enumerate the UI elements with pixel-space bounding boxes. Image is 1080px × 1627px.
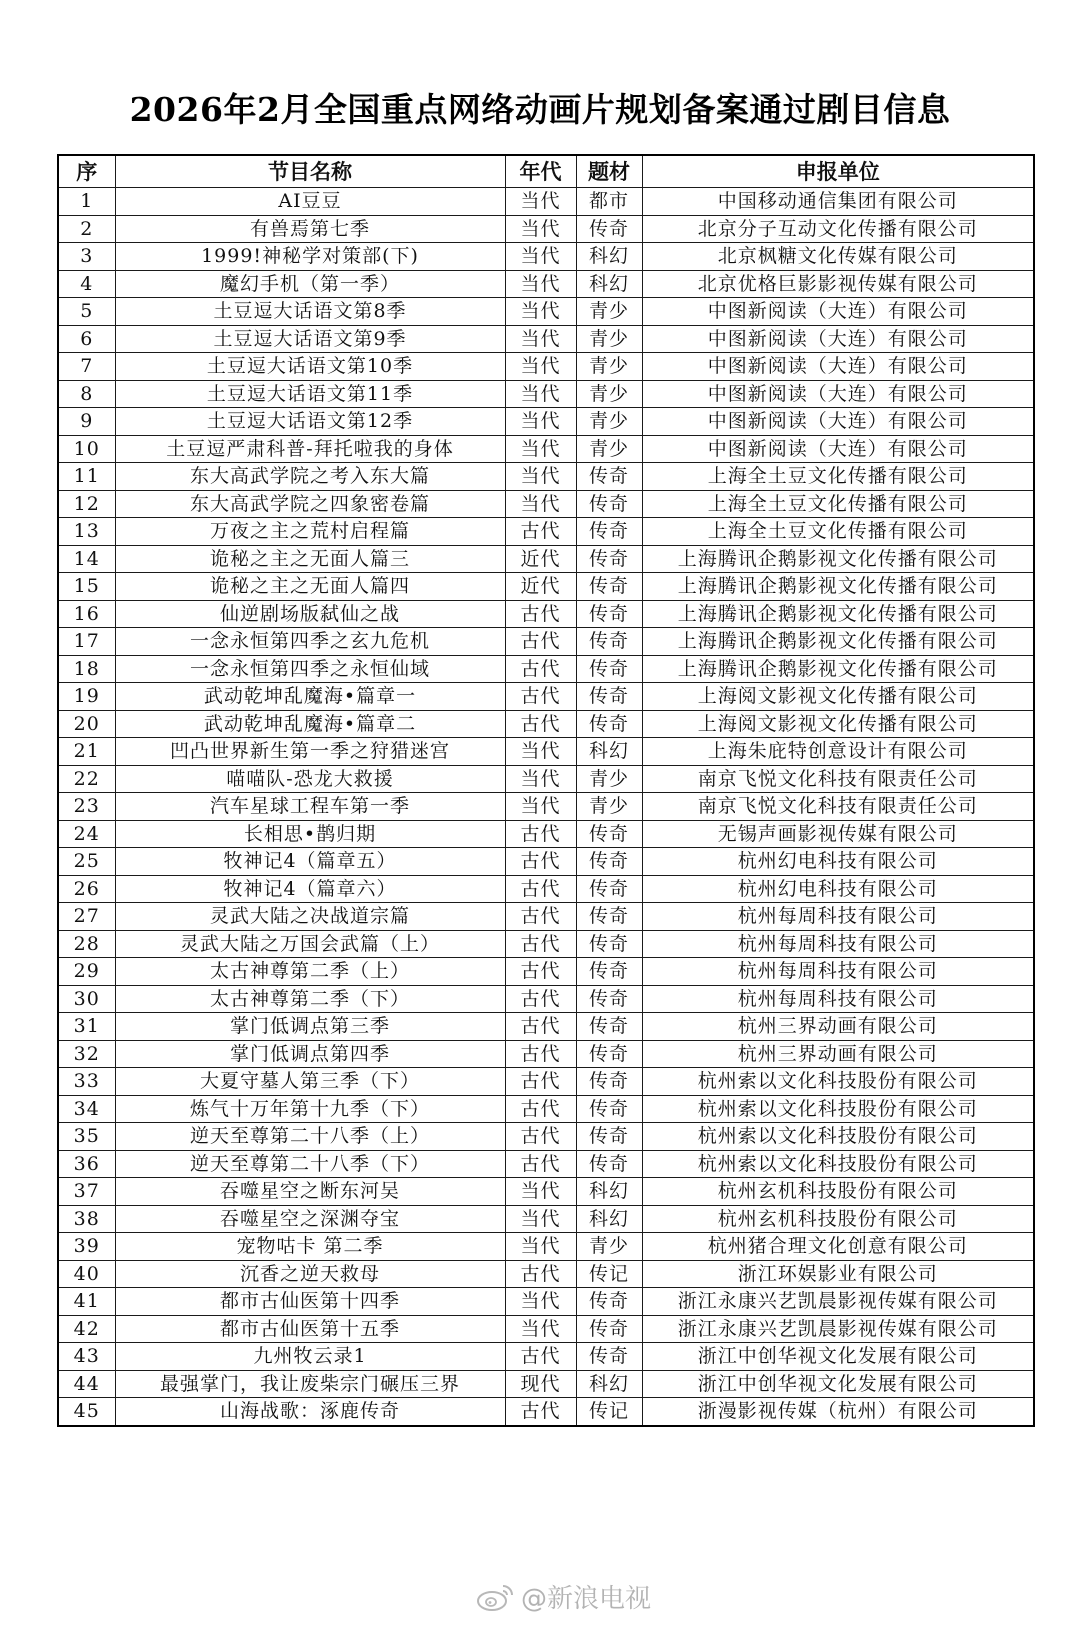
genre-cell: 传奇 bbox=[576, 600, 642, 628]
declaring-unit-cell: 浙江永康兴艺凯晨影视传媒有限公司 bbox=[642, 1288, 1034, 1316]
declaring-unit-cell: 上海全土豆文化传播有限公司 bbox=[642, 463, 1034, 491]
program-name-cell: 山海战歌：涿鹿传奇 bbox=[115, 1398, 505, 1426]
program-name-cell: 一念永恒第四季之玄九危机 bbox=[115, 628, 505, 656]
row-number-cell: 44 bbox=[58, 1370, 115, 1398]
genre-cell: 传记 bbox=[576, 1398, 642, 1426]
genre-cell: 传奇 bbox=[576, 930, 642, 958]
program-name-cell: 牧神记4（篇章五） bbox=[115, 848, 505, 876]
genre-cell: 传奇 bbox=[576, 1150, 642, 1178]
era-cell: 当代 bbox=[505, 463, 576, 491]
declaring-unit-cell: 浙江永康兴艺凯晨影视传媒有限公司 bbox=[642, 1315, 1034, 1343]
row-number-cell: 31 bbox=[58, 1013, 115, 1041]
row-number-cell: 24 bbox=[58, 820, 115, 848]
program-name-cell: 太古神尊第二季（下） bbox=[115, 985, 505, 1013]
row-number-cell: 2 bbox=[58, 215, 115, 243]
table-row bbox=[58, 1068, 1034, 1096]
declaring-unit-cell: 南京飞悦文化科技有限责任公司 bbox=[642, 765, 1034, 793]
row-number-cell: 26 bbox=[58, 875, 115, 903]
declaring-unit-cell: 中图新阅读（大连）有限公司 bbox=[642, 435, 1034, 463]
genre-cell: 传奇 bbox=[576, 545, 642, 573]
genre-cell: 传奇 bbox=[576, 1013, 642, 1041]
row-number-cell: 39 bbox=[58, 1233, 115, 1261]
genre-cell: 传奇 bbox=[576, 573, 642, 601]
declaring-unit-cell: 浙江中创华视文化发展有限公司 bbox=[642, 1343, 1034, 1371]
genre-cell: 青少 bbox=[576, 793, 642, 821]
program-name-cell: 汽车星球工程车第一季 bbox=[115, 793, 505, 821]
table-row bbox=[58, 188, 1034, 216]
declaring-unit-cell: 上海全土豆文化传播有限公司 bbox=[642, 490, 1034, 518]
row-number-cell: 41 bbox=[58, 1288, 115, 1316]
program-name-cell: AI豆豆 bbox=[115, 188, 505, 216]
row-number-cell: 33 bbox=[58, 1068, 115, 1096]
era-cell: 当代 bbox=[505, 1233, 576, 1261]
row-number-cell: 14 bbox=[58, 545, 115, 573]
era-cell: 当代 bbox=[505, 1205, 576, 1233]
era-cell: 当代 bbox=[505, 1315, 576, 1343]
table-row bbox=[58, 793, 1034, 821]
genre-cell: 传奇 bbox=[576, 903, 642, 931]
era-cell: 古代 bbox=[505, 1343, 576, 1371]
table-row bbox=[58, 1343, 1034, 1371]
table-row bbox=[58, 628, 1034, 656]
declaring-unit-cell: 杭州三界动画有限公司 bbox=[642, 1040, 1034, 1068]
era-cell: 现代 bbox=[505, 1370, 576, 1398]
era-cell: 当代 bbox=[505, 490, 576, 518]
table-row bbox=[58, 930, 1034, 958]
genre-cell: 传记 bbox=[576, 1260, 642, 1288]
row-number-cell: 6 bbox=[58, 325, 115, 353]
genre-cell: 传奇 bbox=[576, 463, 642, 491]
program-name-cell: 仙逆剧场版弑仙之战 bbox=[115, 600, 505, 628]
table-row bbox=[58, 683, 1034, 711]
genre-cell: 传奇 bbox=[576, 848, 642, 876]
row-number-cell: 18 bbox=[58, 655, 115, 683]
genre-cell: 传奇 bbox=[576, 820, 642, 848]
table-row bbox=[58, 765, 1034, 793]
era-cell: 近代 bbox=[505, 573, 576, 601]
genre-cell: 科幻 bbox=[576, 1205, 642, 1233]
table-row bbox=[58, 738, 1034, 766]
era-cell: 当代 bbox=[505, 1288, 576, 1316]
era-cell: 当代 bbox=[505, 380, 576, 408]
genre-cell: 传奇 bbox=[576, 1343, 642, 1371]
declaring-unit-cell: 北京枫糖文化传媒有限公司 bbox=[642, 243, 1034, 271]
row-number-cell: 29 bbox=[58, 958, 115, 986]
declaring-unit-cell: 南京飞悦文化科技有限责任公司 bbox=[642, 793, 1034, 821]
declaring-unit-cell: 上海腾讯企鹅影视文化传播有限公司 bbox=[642, 545, 1034, 573]
table-row bbox=[58, 1398, 1034, 1426]
program-name-cell: 长相思•鹊归期 bbox=[115, 820, 505, 848]
program-name-cell: 1999!神秘学对策部(下) bbox=[115, 243, 505, 271]
program-name-cell: 九州牧云录1 bbox=[115, 1343, 505, 1371]
program-name-cell: 灵武大陆之万国会武篇（上） bbox=[115, 930, 505, 958]
table-row bbox=[58, 1013, 1034, 1041]
era-cell: 当代 bbox=[505, 270, 576, 298]
era-cell: 古代 bbox=[505, 628, 576, 656]
table-row bbox=[58, 958, 1034, 986]
genre-cell: 青少 bbox=[576, 1233, 642, 1261]
genre-cell: 青少 bbox=[576, 325, 642, 353]
program-name-cell: 掌门低调点第三季 bbox=[115, 1013, 505, 1041]
declaring-unit-cell: 中图新阅读（大连）有限公司 bbox=[642, 353, 1034, 381]
program-name-cell: 喵喵队-恐龙大救援 bbox=[115, 765, 505, 793]
era-cell: 古代 bbox=[505, 683, 576, 711]
row-number-cell: 5 bbox=[58, 298, 115, 326]
program-name-cell: 万夜之主之荒村启程篇 bbox=[115, 518, 505, 546]
genre-cell: 传奇 bbox=[576, 875, 642, 903]
era-cell: 古代 bbox=[505, 1398, 576, 1426]
genre-cell: 传奇 bbox=[576, 215, 642, 243]
declaring-unit-cell: 上海朱庇特创意设计有限公司 bbox=[642, 738, 1034, 766]
era-cell: 古代 bbox=[505, 710, 576, 738]
program-name-cell: 武动乾坤乱魔海•篇章二 bbox=[115, 710, 505, 738]
genre-cell: 传奇 bbox=[576, 958, 642, 986]
table-row bbox=[58, 573, 1034, 601]
declaring-unit-cell: 上海阅文影视文化传播有限公司 bbox=[642, 710, 1034, 738]
table-row bbox=[58, 1095, 1034, 1123]
program-name-cell: 太古神尊第二季（上） bbox=[115, 958, 505, 986]
row-number-cell: 32 bbox=[58, 1040, 115, 1068]
genre-cell: 科幻 bbox=[576, 1178, 642, 1206]
program-name-cell: 大夏守墓人第三季（下） bbox=[115, 1068, 505, 1096]
table-row bbox=[58, 408, 1034, 436]
era-cell: 古代 bbox=[505, 903, 576, 931]
era-cell: 古代 bbox=[505, 875, 576, 903]
genre-cell: 传奇 bbox=[576, 518, 642, 546]
program-name-cell: 魔幻手机（第一季） bbox=[115, 270, 505, 298]
table-row bbox=[58, 875, 1034, 903]
declaring-unit-cell: 杭州索以文化科技股份有限公司 bbox=[642, 1123, 1034, 1151]
program-name-cell: 炼气十万年第十九季（下） bbox=[115, 1095, 505, 1123]
declaring-unit-cell: 北京分子互动文化传播有限公司 bbox=[642, 215, 1034, 243]
genre-cell: 传奇 bbox=[576, 655, 642, 683]
table-body bbox=[58, 188, 1034, 1426]
era-cell: 当代 bbox=[505, 325, 576, 353]
declaring-unit-cell: 中图新阅读（大连）有限公司 bbox=[642, 325, 1034, 353]
era-cell: 古代 bbox=[505, 958, 576, 986]
declaring-unit-cell: 杭州每周科技有限公司 bbox=[642, 985, 1034, 1013]
table-row bbox=[58, 298, 1034, 326]
declaring-unit-cell: 无锡声画影视传媒有限公司 bbox=[642, 820, 1034, 848]
row-number-cell: 13 bbox=[58, 518, 115, 546]
table-row bbox=[58, 710, 1034, 738]
declaring-unit-cell: 上海腾讯企鹅影视文化传播有限公司 bbox=[642, 628, 1034, 656]
era-cell: 当代 bbox=[505, 188, 576, 216]
row-number-cell: 1 bbox=[58, 188, 115, 216]
program-name-cell: 吞噬星空之断东河吴 bbox=[115, 1178, 505, 1206]
row-number-cell: 22 bbox=[58, 765, 115, 793]
program-name-cell: 沉香之逆天救母 bbox=[115, 1260, 505, 1288]
table-row bbox=[58, 243, 1034, 271]
era-cell: 古代 bbox=[505, 1260, 576, 1288]
program-name-cell: 东大高武学院之四象密卷篇 bbox=[115, 490, 505, 518]
table-row bbox=[58, 1150, 1034, 1178]
row-number-cell: 25 bbox=[58, 848, 115, 876]
program-name-cell: 都市古仙医第十四季 bbox=[115, 1288, 505, 1316]
era-cell: 当代 bbox=[505, 793, 576, 821]
program-name-cell: 一念永恒第四季之永恒仙域 bbox=[115, 655, 505, 683]
era-cell: 古代 bbox=[505, 1095, 576, 1123]
row-number-cell: 37 bbox=[58, 1178, 115, 1206]
era-cell: 当代 bbox=[505, 243, 576, 271]
table-row bbox=[58, 490, 1034, 518]
declaring-unit-cell: 杭州玄机科技股份有限公司 bbox=[642, 1205, 1034, 1233]
row-number-cell: 34 bbox=[58, 1095, 115, 1123]
row-number-cell: 17 bbox=[58, 628, 115, 656]
table-row bbox=[58, 1178, 1034, 1206]
declaring-unit-cell: 上海腾讯企鹅影视文化传播有限公司 bbox=[642, 600, 1034, 628]
genre-cell: 传奇 bbox=[576, 1288, 642, 1316]
genre-cell: 科幻 bbox=[576, 1370, 642, 1398]
genre-cell: 都市 bbox=[576, 188, 642, 216]
table-row bbox=[58, 270, 1034, 298]
program-name-cell: 凹凸世界新生第一季之狩猎迷宫 bbox=[115, 738, 505, 766]
declaring-unit-cell: 杭州每周科技有限公司 bbox=[642, 958, 1034, 986]
genre-cell: 传奇 bbox=[576, 1040, 642, 1068]
row-number-cell: 4 bbox=[58, 270, 115, 298]
row-number-cell: 19 bbox=[58, 683, 115, 711]
table-row bbox=[58, 848, 1034, 876]
program-name-cell: 土豆逗大话语文第12季 bbox=[115, 408, 505, 436]
genre-cell: 传奇 bbox=[576, 683, 642, 711]
program-name-cell: 土豆逗大话语文第9季 bbox=[115, 325, 505, 353]
weibo-watermark bbox=[475, 1578, 651, 1615]
table-row bbox=[58, 1288, 1034, 1316]
row-number-cell: 11 bbox=[58, 463, 115, 491]
table-row bbox=[58, 820, 1034, 848]
era-cell: 古代 bbox=[505, 1123, 576, 1151]
genre-cell: 科幻 bbox=[576, 738, 642, 766]
program-table bbox=[57, 154, 1035, 1427]
declaring-unit-cell: 杭州索以文化科技股份有限公司 bbox=[642, 1150, 1034, 1178]
row-number-cell: 40 bbox=[58, 1260, 115, 1288]
program-name-cell: 都市古仙医第十五季 bbox=[115, 1315, 505, 1343]
table-row bbox=[58, 1205, 1034, 1233]
era-cell: 当代 bbox=[505, 298, 576, 326]
table-row bbox=[58, 1040, 1034, 1068]
table-row bbox=[58, 600, 1034, 628]
declaring-unit-cell: 杭州玄机科技股份有限公司 bbox=[642, 1178, 1034, 1206]
row-number-cell: 12 bbox=[58, 490, 115, 518]
era-cell: 古代 bbox=[505, 820, 576, 848]
table-row bbox=[58, 463, 1034, 491]
header-program-name: 节目名称 bbox=[115, 155, 505, 188]
row-number-cell: 45 bbox=[58, 1398, 115, 1426]
genre-cell: 传奇 bbox=[576, 1068, 642, 1096]
genre-cell: 青少 bbox=[576, 765, 642, 793]
program-name-cell: 土豆逗严肃科普-拜托啦我的身体 bbox=[115, 435, 505, 463]
program-name-cell: 土豆逗大话语文第10季 bbox=[115, 353, 505, 381]
row-number-cell: 27 bbox=[58, 903, 115, 931]
declaring-unit-cell: 杭州三界动画有限公司 bbox=[642, 1013, 1034, 1041]
header-genre: 题材 bbox=[576, 155, 642, 188]
table-row bbox=[58, 1233, 1034, 1261]
program-name-cell: 最强掌门，我让废柴宗门碾压三界 bbox=[115, 1370, 505, 1398]
era-cell: 当代 bbox=[505, 408, 576, 436]
era-cell: 当代 bbox=[505, 738, 576, 766]
genre-cell: 传奇 bbox=[576, 710, 642, 738]
program-name-cell: 土豆逗大话语文第11季 bbox=[115, 380, 505, 408]
table-row bbox=[58, 353, 1034, 381]
program-name-cell: 牧神记4（篇章六） bbox=[115, 875, 505, 903]
declaring-unit-cell: 杭州幻电科技有限公司 bbox=[642, 875, 1034, 903]
era-cell: 当代 bbox=[505, 765, 576, 793]
program-name-cell: 宠物咕卡 第二季 bbox=[115, 1233, 505, 1261]
watermark-text: @新浪电视 bbox=[521, 1584, 652, 1614]
table-row bbox=[58, 518, 1034, 546]
table-row bbox=[58, 1370, 1034, 1398]
genre-cell: 传奇 bbox=[576, 985, 642, 1013]
table-row bbox=[58, 380, 1034, 408]
table-row bbox=[58, 985, 1034, 1013]
row-number-cell: 43 bbox=[58, 1343, 115, 1371]
header-era: 年代 bbox=[505, 155, 576, 188]
header-no: 序 bbox=[58, 155, 115, 188]
era-cell: 当代 bbox=[505, 215, 576, 243]
row-number-cell: 3 bbox=[58, 243, 115, 271]
program-name-cell: 逆天至尊第二十八季（下） bbox=[115, 1150, 505, 1178]
table-row bbox=[58, 325, 1034, 353]
program-name-cell: 灵武大陆之决战道宗篇 bbox=[115, 903, 505, 931]
program-name-cell: 东大高武学院之考入东大篇 bbox=[115, 463, 505, 491]
genre-cell: 传奇 bbox=[576, 1095, 642, 1123]
table-row bbox=[58, 1315, 1034, 1343]
declaring-unit-cell: 中图新阅读（大连）有限公司 bbox=[642, 408, 1034, 436]
genre-cell: 传奇 bbox=[576, 628, 642, 656]
genre-cell: 青少 bbox=[576, 408, 642, 436]
row-number-cell: 16 bbox=[58, 600, 115, 628]
program-name-cell: 掌门低调点第四季 bbox=[115, 1040, 505, 1068]
declaring-unit-cell: 杭州每周科技有限公司 bbox=[642, 930, 1034, 958]
row-number-cell: 7 bbox=[58, 353, 115, 381]
era-cell: 古代 bbox=[505, 1040, 576, 1068]
table-header-row bbox=[58, 155, 1034, 188]
row-number-cell: 36 bbox=[58, 1150, 115, 1178]
era-cell: 古代 bbox=[505, 600, 576, 628]
genre-cell: 青少 bbox=[576, 353, 642, 381]
era-cell: 古代 bbox=[505, 985, 576, 1013]
era-cell: 古代 bbox=[505, 1013, 576, 1041]
declaring-unit-cell: 北京优格巨影影视传媒有限公司 bbox=[642, 270, 1034, 298]
declaring-unit-cell: 上海阅文影视文化传播有限公司 bbox=[642, 683, 1034, 711]
declaring-unit-cell: 上海腾讯企鹅影视文化传播有限公司 bbox=[642, 573, 1034, 601]
genre-cell: 青少 bbox=[576, 380, 642, 408]
era-cell: 当代 bbox=[505, 1178, 576, 1206]
declaring-unit-cell: 浙江中创华视文化发展有限公司 bbox=[642, 1370, 1034, 1398]
row-number-cell: 42 bbox=[58, 1315, 115, 1343]
row-number-cell: 21 bbox=[58, 738, 115, 766]
genre-cell: 传奇 bbox=[576, 1123, 642, 1151]
declaring-unit-cell: 上海全土豆文化传播有限公司 bbox=[642, 518, 1034, 546]
declaring-unit-cell: 杭州索以文化科技股份有限公司 bbox=[642, 1068, 1034, 1096]
table-row bbox=[58, 1123, 1034, 1151]
declaring-unit-cell: 杭州每周科技有限公司 bbox=[642, 903, 1034, 931]
declaring-unit-cell: 中图新阅读（大连）有限公司 bbox=[642, 380, 1034, 408]
row-number-cell: 28 bbox=[58, 930, 115, 958]
era-cell: 近代 bbox=[505, 545, 576, 573]
genre-cell: 传奇 bbox=[576, 1315, 642, 1343]
table-row bbox=[58, 903, 1034, 931]
row-number-cell: 10 bbox=[58, 435, 115, 463]
era-cell: 古代 bbox=[505, 655, 576, 683]
era-cell: 当代 bbox=[505, 353, 576, 381]
declaring-unit-cell: 杭州幻电科技有限公司 bbox=[642, 848, 1034, 876]
program-name-cell: 诡秘之主之无面人篇四 bbox=[115, 573, 505, 601]
weibo-icon bbox=[475, 1582, 515, 1612]
era-cell: 古代 bbox=[505, 848, 576, 876]
declaring-unit-cell: 浙江环娱影业有限公司 bbox=[642, 1260, 1034, 1288]
table-row bbox=[58, 435, 1034, 463]
declaring-unit-cell: 中图新阅读（大连）有限公司 bbox=[642, 298, 1034, 326]
row-number-cell: 15 bbox=[58, 573, 115, 601]
table-row bbox=[58, 1260, 1034, 1288]
genre-cell: 传奇 bbox=[576, 490, 642, 518]
table-row bbox=[58, 215, 1034, 243]
era-cell: 当代 bbox=[505, 435, 576, 463]
declaring-unit-cell: 杭州索以文化科技股份有限公司 bbox=[642, 1095, 1034, 1123]
table-row bbox=[58, 655, 1034, 683]
genre-cell: 青少 bbox=[576, 298, 642, 326]
row-number-cell: 35 bbox=[58, 1123, 115, 1151]
era-cell: 古代 bbox=[505, 1068, 576, 1096]
program-name-cell: 有兽焉第七季 bbox=[115, 215, 505, 243]
declaring-unit-cell: 浙漫影视传媒（杭州）有限公司 bbox=[642, 1398, 1034, 1426]
row-number-cell: 9 bbox=[58, 408, 115, 436]
genre-cell: 科幻 bbox=[576, 243, 642, 271]
row-number-cell: 23 bbox=[58, 793, 115, 821]
row-number-cell: 20 bbox=[58, 710, 115, 738]
row-number-cell: 38 bbox=[58, 1205, 115, 1233]
era-cell: 古代 bbox=[505, 1150, 576, 1178]
header-declaring-unit: 申报单位 bbox=[642, 155, 1034, 188]
era-cell: 古代 bbox=[505, 518, 576, 546]
declaring-unit-cell: 上海腾讯企鹅影视文化传播有限公司 bbox=[642, 655, 1034, 683]
declaring-unit-cell: 杭州猪合理文化创意有限公司 bbox=[642, 1233, 1034, 1261]
declaring-unit-cell: 中国移动通信集团有限公司 bbox=[642, 188, 1034, 216]
program-name-cell: 武动乾坤乱魔海•篇章一 bbox=[115, 683, 505, 711]
program-name-cell: 土豆逗大话语文第8季 bbox=[115, 298, 505, 326]
program-name-cell: 诡秘之主之无面人篇三 bbox=[115, 545, 505, 573]
program-name-cell: 逆天至尊第二十八季（上） bbox=[115, 1123, 505, 1151]
table-row bbox=[58, 545, 1034, 573]
program-name-cell: 吞噬星空之深渊夺宝 bbox=[115, 1205, 505, 1233]
page-title: 2026年2月全国重点网络动画片规划备案通过剧目信息 bbox=[129, 90, 951, 129]
genre-cell: 青少 bbox=[576, 435, 642, 463]
row-number-cell: 8 bbox=[58, 380, 115, 408]
era-cell: 古代 bbox=[505, 930, 576, 958]
genre-cell: 科幻 bbox=[576, 270, 642, 298]
row-number-cell: 30 bbox=[58, 985, 115, 1013]
